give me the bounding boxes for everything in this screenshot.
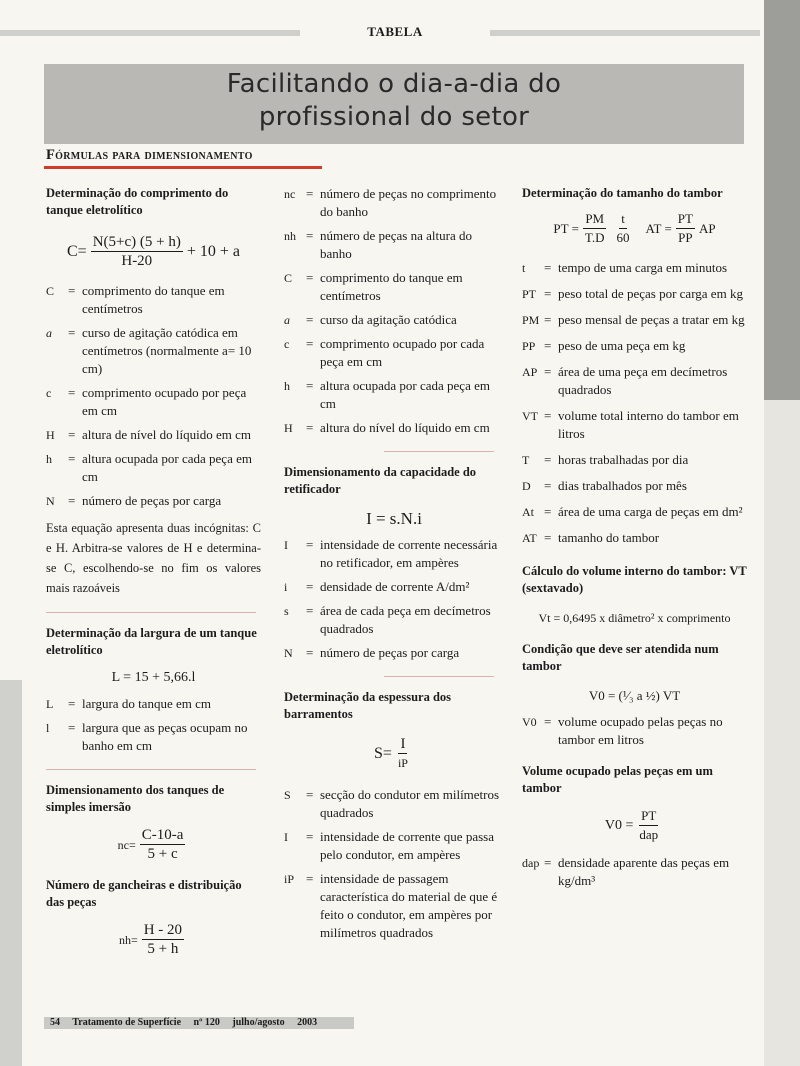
definition-text: largura do tanque em cm: [82, 696, 211, 711]
definition-text: número de peças na altura do banho: [320, 228, 472, 261]
definition-symbol: T: [522, 453, 530, 467]
definition-symbol: AT: [522, 531, 537, 545]
fraction-denominator: PP: [678, 230, 693, 245]
definition-symbol: I: [284, 830, 288, 844]
formula-fraction: [676, 210, 695, 247]
definition-item: C = comprimento do tanque em centímetros: [46, 282, 261, 318]
definition-item: a = curso da agitação catódica: [284, 311, 504, 329]
definition-text: largura que as peças ocupam no banho em cm: [82, 720, 248, 753]
issue-months: julho/agosto: [232, 1017, 285, 1028]
formula-drum-condition: V0 = (¹⁄₃ a ½) VT: [588, 688, 681, 703]
definition-symbol: AP: [522, 365, 538, 379]
formula-drum-size: [522, 210, 747, 247]
definition-item: dap = densidade aparente das peças em kg/dm³: [522, 854, 747, 890]
definition-item: L = largura do tanque em cm: [46, 695, 261, 713]
heading-drum-volume: Cálculo do volume interno do tambor: VT (sextavado): [522, 564, 747, 595]
fraction-numerator: C-10-a: [141, 827, 184, 843]
subhead: Fórmulas para dimensionamento: [46, 147, 253, 163]
definition-text: área de cada peça em decímetros quadrados: [320, 603, 491, 636]
definition-item: AP = área de uma peça em decímetros quadrados: [522, 363, 747, 399]
definition-text: curso da agitação catódica: [320, 312, 457, 327]
definition-text: altura do nível do líquido em cm: [320, 420, 490, 435]
formula-lhs: V0 =: [604, 817, 634, 833]
formula-lhs: S=: [374, 744, 392, 762]
heading-busbars: Determinação da espessura dos barramentos: [284, 690, 452, 721]
definition-item: H = altura de nível do líquido em cm: [46, 426, 261, 444]
definition-symbol: h: [46, 452, 52, 466]
definition-item: iP = intensidade de passagem característica do material de que é feito o condutor, em ampères por milímetros quadrados: [284, 870, 504, 942]
definition-symbol: c: [46, 386, 52, 400]
heading-rectifier: Dimensionamento da capacidade do retificador: [284, 465, 477, 496]
fraction-numerator: H - 20: [143, 922, 183, 938]
fraction-numerator: PT: [676, 210, 695, 229]
formula-tail: AP: [698, 220, 716, 236]
definition-item: PP = peso de uma peça em kg: [522, 337, 747, 355]
page-title-line2: profissional do setor: [258, 102, 530, 132]
heading-tank-length: Determinação do comprimento do tanque eletrolítico: [46, 186, 229, 217]
header-rule-left: [0, 30, 300, 36]
formula-fraction: [140, 826, 186, 863]
fraction-numerator: PT: [639, 807, 658, 826]
definition-symbol: H: [46, 428, 55, 442]
definition-symbol: iP: [284, 872, 295, 886]
formula-fraction: [583, 210, 607, 247]
definition-symbol: dap: [522, 856, 540, 870]
definition-text: densidade aparente das peças em kg/dm³: [558, 855, 730, 888]
definition-symbol: PT: [522, 287, 537, 301]
magazine-name: Tratamento de Superfície: [72, 1017, 182, 1028]
definition-text: número de peças por carga: [82, 493, 222, 508]
definition-item: T = horas trabalhadas por dia: [522, 451, 747, 469]
definition-item: a = curso de agitação catódica em centímetros (normalmente a= 10 cm): [46, 324, 261, 378]
definition-text: densidade de corrente A/dm²: [320, 579, 470, 594]
definition-item: I = intensidade de corrente necessária no retificador, em ampères: [284, 536, 504, 572]
definition-text: horas trabalhadas por dia: [558, 452, 689, 467]
definition-symbol: VT: [522, 409, 538, 423]
definition-symbol: nh: [284, 229, 296, 243]
definition-text: número de peças por carga: [320, 645, 460, 660]
formula-hangers: [46, 921, 261, 958]
subhead-underline: [44, 166, 322, 169]
definition-symbol: l: [46, 721, 50, 735]
heading-tank-width: Determinação da largura de um tanque eletrolítico: [46, 626, 257, 657]
definition-text: intensidade de corrente que passa pelo condutor, em ampères: [320, 829, 494, 862]
definition-symbol: c: [284, 337, 290, 351]
definition-item: N = número de peças por carga: [284, 644, 504, 662]
fraction-numerator: N(5+c) (5 + h): [92, 234, 181, 250]
definition-item: I = intensidade de corrente que passa pelo condutor, em ampères: [284, 828, 504, 864]
definition-text: comprimento do tanque em centímetros: [320, 270, 463, 303]
fraction-numerator: t: [619, 210, 627, 229]
right-margin-strip: [764, 0, 800, 1066]
column-2: [284, 185, 504, 942]
right-margin-dark-band: [764, 0, 800, 400]
defs-tank-length: [46, 282, 261, 510]
definition-symbol: t: [522, 261, 526, 275]
divider: [46, 612, 256, 613]
definition-symbol: h: [284, 379, 290, 393]
definition-item: V0 = volume ocupado pelas peças no tambor em litros: [522, 713, 747, 749]
definition-item: C = comprimento do tanque em centímetros: [284, 269, 504, 305]
definition-item: i = densidade de corrente A/dm²: [284, 578, 504, 596]
definition-text: dias trabalhados por mês: [558, 478, 687, 493]
definition-symbol: At: [522, 505, 534, 519]
heading-occupied-volume: Volume ocupado pelas peças em um tambor: [522, 764, 713, 795]
definition-item: nh = número de peças na altura do banho: [284, 227, 504, 263]
issue-year: 2003: [297, 1017, 318, 1028]
definition-text: tempo de uma carga em minutos: [558, 260, 728, 275]
formula-occupied-volume: [522, 807, 747, 844]
definition-item: nc = número de peças no comprimento do banho: [284, 185, 504, 221]
definition-text: número de peças no comprimento do banho: [320, 186, 497, 219]
definition-item: l = largura que as peças ocupam no banho em cm: [46, 719, 261, 755]
definition-text: área de uma peça em decímetros quadrados: [558, 364, 728, 397]
divider: [46, 769, 256, 770]
definition-item: t = tempo de uma carga em minutos: [522, 259, 747, 277]
formula-lhs: PT =: [553, 220, 579, 236]
definition-text: altura ocupada por cada peça em cm: [82, 451, 252, 484]
paragraph-note: Esta equação apresenta duas incógnitas: C e H. Arbitra-se valores de H e determina-se C, escolhendo-se no fim os valores mais razoáveis: [46, 521, 261, 595]
definition-item: h = altura ocupada por cada peça em cm: [284, 377, 504, 413]
column-3: [522, 185, 747, 890]
definition-text: altura ocupada por cada peça em cm: [320, 378, 490, 411]
definition-text: comprimento do tanque em centímetros: [82, 283, 225, 316]
fraction-denominator: H-20: [121, 253, 153, 269]
definition-text: intensidade de passagem característica do material de que é feito o condutor, em ampères por milímetros quadrados: [320, 871, 498, 940]
definition-item: h = altura ocupada por cada peça em cm: [46, 450, 261, 486]
definition-text: intensidade de corrente necessária no retificador, em ampères: [320, 537, 498, 570]
definition-text: volume ocupado pelas peças no tambor em litros: [558, 714, 723, 747]
definition-text: peso mensal de peças a tratar em kg: [558, 312, 745, 327]
definition-text: tamanho do tambor: [558, 530, 660, 545]
definition-symbol: N: [284, 646, 293, 660]
definition-item: N = número de peças por carga: [46, 492, 261, 510]
definition-symbol: PM: [522, 313, 540, 327]
heading-simple-immersion: Dimensionamento dos tanques de simples imersão: [46, 783, 225, 814]
formula-drum-volume: Vt = 0,6495 x diâmetro² x comprimento: [538, 611, 731, 625]
definition-symbol: PP: [522, 339, 536, 353]
definition-symbol: D: [522, 479, 531, 493]
definition-symbol: nc: [284, 187, 296, 201]
definition-text: volume total interno do tambor em litros: [558, 408, 739, 441]
left-margin-strip: [0, 680, 22, 1066]
divider: [384, 676, 494, 677]
definition-symbol: a: [284, 313, 290, 327]
definition-item: AT = tamanho do tambor: [522, 529, 747, 547]
definition-text: altura de nível do líquido em cm: [82, 427, 251, 442]
formula-fraction: [91, 233, 183, 270]
definition-symbol: N: [46, 494, 55, 508]
formula-rectifier: I = s.N.i: [366, 509, 422, 528]
header-rule-right: [490, 30, 760, 36]
definition-item: c = comprimento ocupado por peça em cm: [46, 384, 261, 420]
footer-bar: [44, 1017, 354, 1029]
formula-lhs: nh=: [118, 932, 138, 947]
definition-item: S = secção do condutor em milímetros quadrados: [284, 786, 504, 822]
definition-symbol: a: [46, 326, 52, 340]
definition-symbol: I: [284, 538, 288, 552]
formula-fraction: [142, 921, 184, 958]
fraction-numerator: PM: [583, 210, 606, 229]
formula-tank-width: L = 15 + 5,66.l: [111, 670, 196, 685]
formula-busbars: [284, 735, 504, 772]
heading-drum-size: Determinação do tamanho do tambor: [522, 186, 723, 200]
definition-text: peso total de peças por carga em kg: [558, 286, 743, 301]
definition-text: área de uma carga de peças em dm²: [558, 504, 743, 519]
definition-symbol: H: [284, 421, 293, 435]
definition-item: At = área de uma carga de peças em dm²: [522, 503, 747, 521]
definition-item: c = comprimento ocupado por cada peça em cm: [284, 335, 504, 371]
formula-lhs: AT =: [645, 220, 672, 236]
formula-rest: + 10 + a: [186, 242, 240, 260]
definition-symbol: S: [284, 788, 291, 802]
definition-item: VT = volume total interno do tambor em litros: [522, 407, 747, 443]
definition-symbol: L: [46, 697, 54, 711]
definition-text: peso de uma peça em kg: [558, 338, 686, 353]
page-title-line1: Facilitando o dia-a-dia do: [226, 69, 562, 99]
heading-hangers: Número de gancheiras e distribuição das peças: [46, 878, 242, 909]
definition-symbol: C: [284, 271, 293, 285]
formula-fraction: [396, 735, 410, 772]
definition-text: secção do condutor em milímetros quadrados: [320, 787, 500, 820]
definition-item: PM = peso mensal de peças a tratar em kg: [522, 311, 747, 329]
fraction-denominator: dap: [639, 827, 659, 842]
formula-simple-immersion: [46, 826, 261, 863]
definition-symbol: i: [284, 580, 288, 594]
page-number: 54: [50, 1017, 60, 1028]
formula-lhs: C=: [67, 242, 87, 260]
formula-fraction: [637, 807, 660, 844]
issue-number: nº 120: [193, 1017, 220, 1028]
fraction-denominator: 5 + h: [147, 941, 179, 957]
definition-symbol: s: [284, 604, 289, 618]
fraction-denominator: 5 + c: [147, 846, 178, 862]
fraction-denominator: 60: [616, 230, 630, 245]
column-1: [46, 185, 261, 966]
fraction-numerator: I: [400, 736, 406, 752]
definition-item: PT = peso total de peças por carga em kg: [522, 285, 747, 303]
formula-lhs: nc=: [117, 837, 136, 852]
divider: [384, 451, 494, 452]
title-box: [44, 64, 744, 144]
formula-tank-length: [46, 233, 261, 270]
fraction-denominator: iP: [397, 756, 408, 770]
definition-symbol: C: [46, 284, 55, 298]
definition-item: H = altura do nível do líquido em cm: [284, 419, 504, 437]
formula-fraction: [615, 210, 632, 247]
definition-text: comprimento ocupado por peça em cm: [82, 385, 247, 418]
definition-text: curso de agitação catódica em centímetros (normalmente a= 10 cm): [82, 325, 252, 376]
section-label: TABELA: [367, 24, 423, 39]
definition-symbol: V0: [522, 715, 537, 729]
definition-item: s = área de cada peça em decímetros quadrados: [284, 602, 504, 638]
heading-drum-condition: Condição que deve ser atendida num tambor: [522, 642, 719, 673]
definition-text: comprimento ocupado por cada peça em cm: [320, 336, 485, 369]
definition-item: D = dias trabalhados por mês: [522, 477, 747, 495]
fraction-denominator: T.D: [584, 230, 605, 245]
